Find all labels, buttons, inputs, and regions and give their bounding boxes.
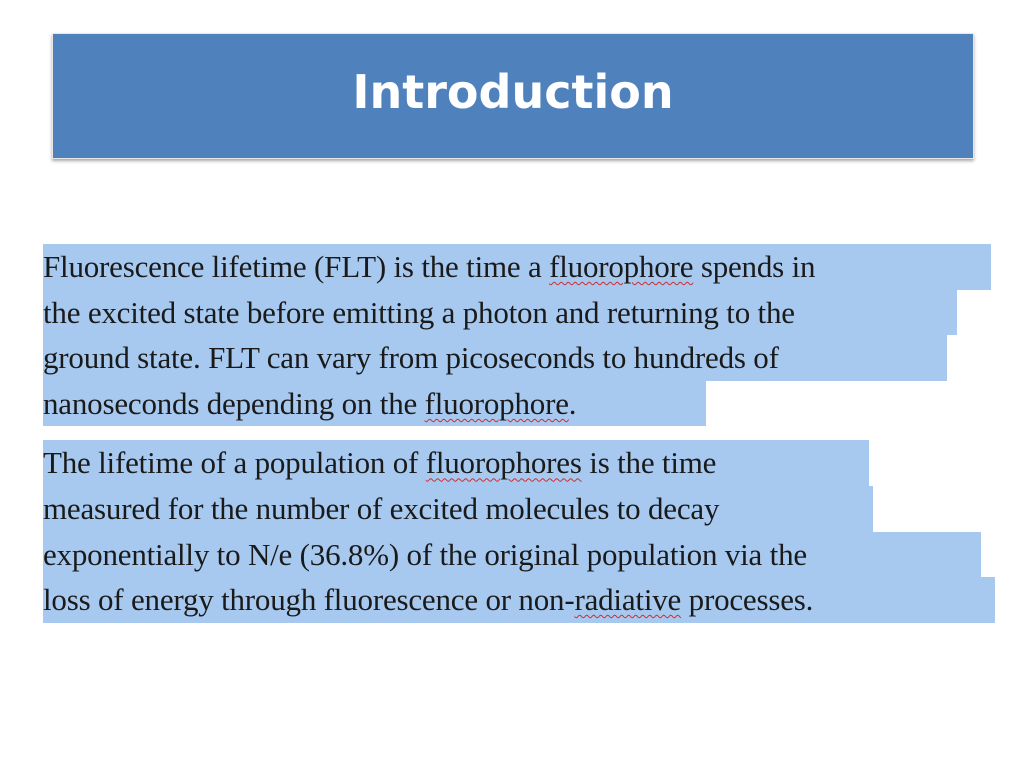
text-run: Fluorescence lifetime (FLT) is the time a (43, 249, 550, 284)
text-run: . (568, 385, 577, 421)
text-run: processes. (681, 582, 814, 618)
text-line (43, 577, 995, 623)
text-run: spends in (693, 249, 816, 284)
slide-body (43, 244, 1003, 623)
paragraph-population-lifetime (43, 440, 1003, 622)
text-run: nanoseconds depending on the (43, 385, 425, 421)
text-run: The lifetime of a population of (43, 445, 426, 481)
paragraph-flt-definition (43, 244, 1003, 426)
misspelled-word: fluorophores (425, 445, 582, 481)
text-run: is the time (581, 445, 717, 481)
text-line: ground state. FLT can vary from picoseconds to hundreds of (43, 335, 947, 381)
text-line: measured for the number of excited molecules to decay (43, 486, 873, 532)
text-line (43, 244, 991, 290)
text-run: loss of energy through fluorescence or non- (43, 582, 575, 618)
text-line: exponentially to N/e (36.8%) of the original population via the (43, 532, 981, 578)
misspelled-word: fluorophore (549, 249, 694, 284)
slide-title-banner (52, 33, 974, 159)
misspelled-word: radiative (574, 582, 682, 618)
slide-title: Introduction (352, 65, 674, 119)
text-line (43, 381, 706, 427)
misspelled-word: fluorophore (424, 385, 569, 421)
text-line: the excited state before emitting a photon and returning to the (43, 290, 957, 336)
text-line (43, 440, 869, 486)
